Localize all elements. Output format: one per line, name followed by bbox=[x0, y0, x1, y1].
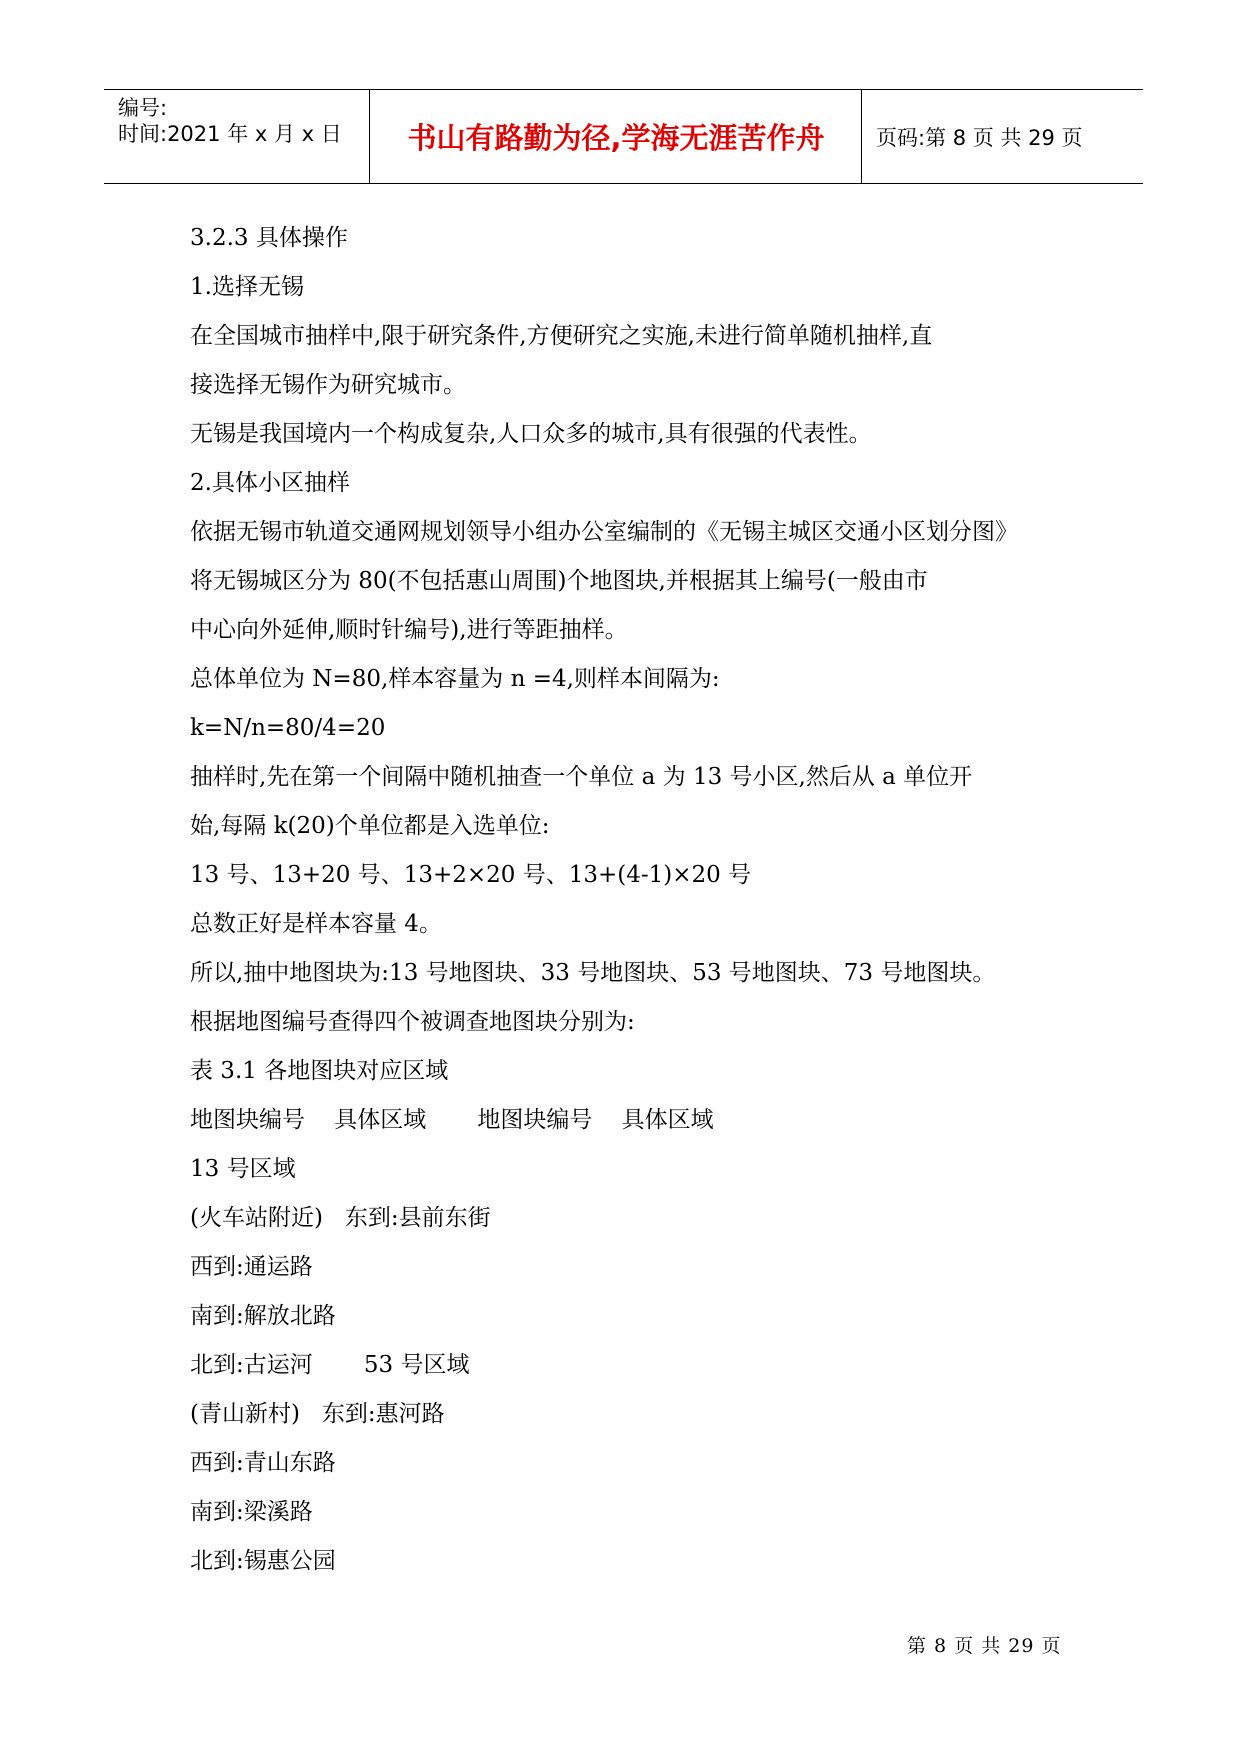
formula-line: 13 号、13+20 号、13+2×20 号、13+(4-1)×20 号 bbox=[190, 862, 752, 888]
table-header-line: 地图块编号 具体区域 地图块编号 具体区域 bbox=[190, 1107, 714, 1133]
table-caption: 表 3.1 各地图块对应区域 bbox=[190, 1058, 449, 1084]
paragraph-line: 总数正好是样本容量 4。 bbox=[190, 911, 442, 937]
paragraph-line: 接选择无锡作为研究城市。 bbox=[190, 372, 466, 398]
paragraph-line: 在全国城市抽样中,限于研究条件,方便研究之实施,未进行简单随机抽样,直 bbox=[190, 323, 933, 349]
paragraph-line: 所以,抽中地图块为:13 号地图块、33 号地图块、53 号地图块、73 号地图块。 bbox=[190, 960, 996, 986]
header-divider bbox=[369, 90, 370, 183]
paragraph-line: 总体单位为 N=80,样本容量为 n =4,则样本间隔为: bbox=[190, 666, 720, 692]
paragraph-line: 将无锡城区分为 80(不包括惠山周围)个地图块,并根据其上编号(一般由市 bbox=[190, 568, 928, 594]
section-heading: 3.2.3 具体操作 bbox=[190, 225, 348, 251]
formula-line: k=N/n=80/4=20 bbox=[190, 715, 386, 741]
header-motto: 书山有路勤为径,学海无涯苦作舟 bbox=[407, 121, 825, 155]
table-line: 13 号区域 bbox=[190, 1156, 296, 1182]
page-header bbox=[104, 89, 1143, 184]
subsection-heading: 2.具体小区抽样 bbox=[190, 470, 350, 496]
paragraph-line: 依据无锡市轨道交通网规划领导小组办公室编制的《无锡主城区交通小区划分图》 bbox=[190, 519, 1018, 545]
paragraph-line: 无锡是我国境内一个构成复杂,人口众多的城市,具有很强的代表性。 bbox=[190, 421, 872, 447]
paragraph-line: 始,每隔 k(20)个单位都是入选单位: bbox=[190, 813, 550, 839]
table-line: (火车站附近) 东到:县前东街 bbox=[190, 1205, 491, 1231]
document-number-label: 编号: bbox=[118, 96, 168, 120]
table-line: 南到:解放北路 bbox=[190, 1303, 336, 1329]
header-page-code: 页码:第 8 页 共 29 页 bbox=[876, 125, 1083, 150]
table-line: 南到:梁溪路 bbox=[190, 1499, 313, 1525]
table-line: (青山新村) 东到:惠河路 bbox=[190, 1401, 445, 1427]
document-body bbox=[190, 214, 1090, 1586]
table-line: 北到:古运河 53 号区域 bbox=[190, 1352, 470, 1378]
header-divider bbox=[861, 90, 862, 183]
header-meta bbox=[118, 90, 368, 183]
subsection-heading: 1.选择无锡 bbox=[190, 274, 304, 300]
page-footer: 第 8 页 共 29 页 bbox=[907, 1635, 1062, 1657]
table-line: 西到:青山东路 bbox=[190, 1450, 336, 1476]
table-line: 北到:锡惠公园 bbox=[190, 1548, 336, 1574]
paragraph-line: 抽样时,先在第一个间隔中随机抽查一个单位 a 为 13 号小区,然后从 a 单位开 bbox=[190, 764, 973, 790]
document-time-label: 时间:2021 年 x 月 x 日 bbox=[118, 122, 342, 146]
paragraph-line: 根据地图编号查得四个被调查地图块分别为: bbox=[190, 1009, 635, 1035]
paragraph-line: 中心向外延伸,顺时针编号),进行等距抽样。 bbox=[190, 617, 628, 643]
table-line: 西到:通运路 bbox=[190, 1254, 313, 1280]
